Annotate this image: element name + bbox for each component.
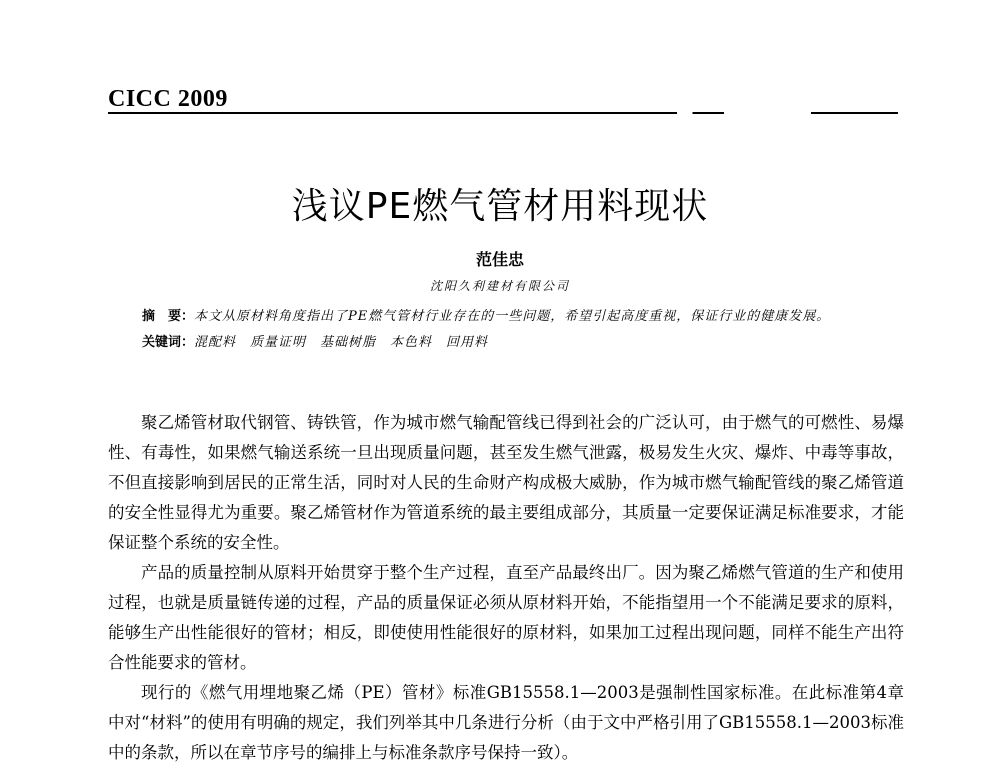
abstract: [142, 305, 912, 324]
paragraph: 现行的《燃气用埋地聚乙烯（PE）管材》标准GB15558.1—2003是强制性国家标准。在此标准第4章中对“材料”的使用有明确的规定，我们列举其中几条进行分析（由于文中严格引用了GB15558.1—2003标准中的条款，所以在章节序号的编排上与标准条款序号保持一致）。: [108, 683, 904, 762]
header-rule: [108, 112, 898, 114]
abstract-label: 摘 要：: [142, 309, 195, 324]
author-affiliation: 沈阳久利建材有限公司: [429, 279, 570, 293]
body-text: [108, 408, 904, 768]
keywords-label: 关键词：: [142, 335, 195, 350]
author-name: 范佳忠: [475, 250, 524, 269]
running-header: [108, 86, 898, 116]
paper-title: 浅议PE燃气管材用料现状: [291, 186, 709, 227]
paragraph: 产品的质量控制从原料开始贯穿于整个生产过程，直至产品最终出厂。因为聚乙烯燃气管道的生产和使用过程，也就是质量链传递的过程，产品的质量保证必须从原材料开始，不能指望用一个不能满足要求的原料，能够生产出性能很好的管材；相反，即使使用性能很好的原材料，如果加工过程出现问题，同样不能生产出符合性能要求的管材。: [108, 563, 904, 672]
conference-label: CICC 2009: [108, 86, 228, 112]
keywords-text: 混配料 质量证明 基础树脂 本色料 回用料: [194, 335, 489, 350]
paragraph: 聚乙烯管材取代钢管、铸铁管，作为城市燃气输配管线已得到社会的广泛认可，由于燃气的可燃性、易爆性、有毒性，如果燃气输送系统一旦出现质量问题，甚至发生燃气泄露，极易发生火灾、爆炸、中毒等事故，不但直接影响到居民的正常生活，同时对人民的生命财产构成极大威胁，作为城市燃气输配管线的聚乙烯管道的安全性显得尤为重要。聚乙烯管材作为管道系统的最主要组成部分，其质量一定要保证满足标准要求，才能保证整个系统的安全性。: [108, 413, 904, 552]
abstract-text: 本文从原材料角度指出了PE燃气管材行业存在的一些问题，希望引起高度重视，保证行业的健康发展。: [194, 309, 831, 324]
keywords: [142, 331, 912, 350]
